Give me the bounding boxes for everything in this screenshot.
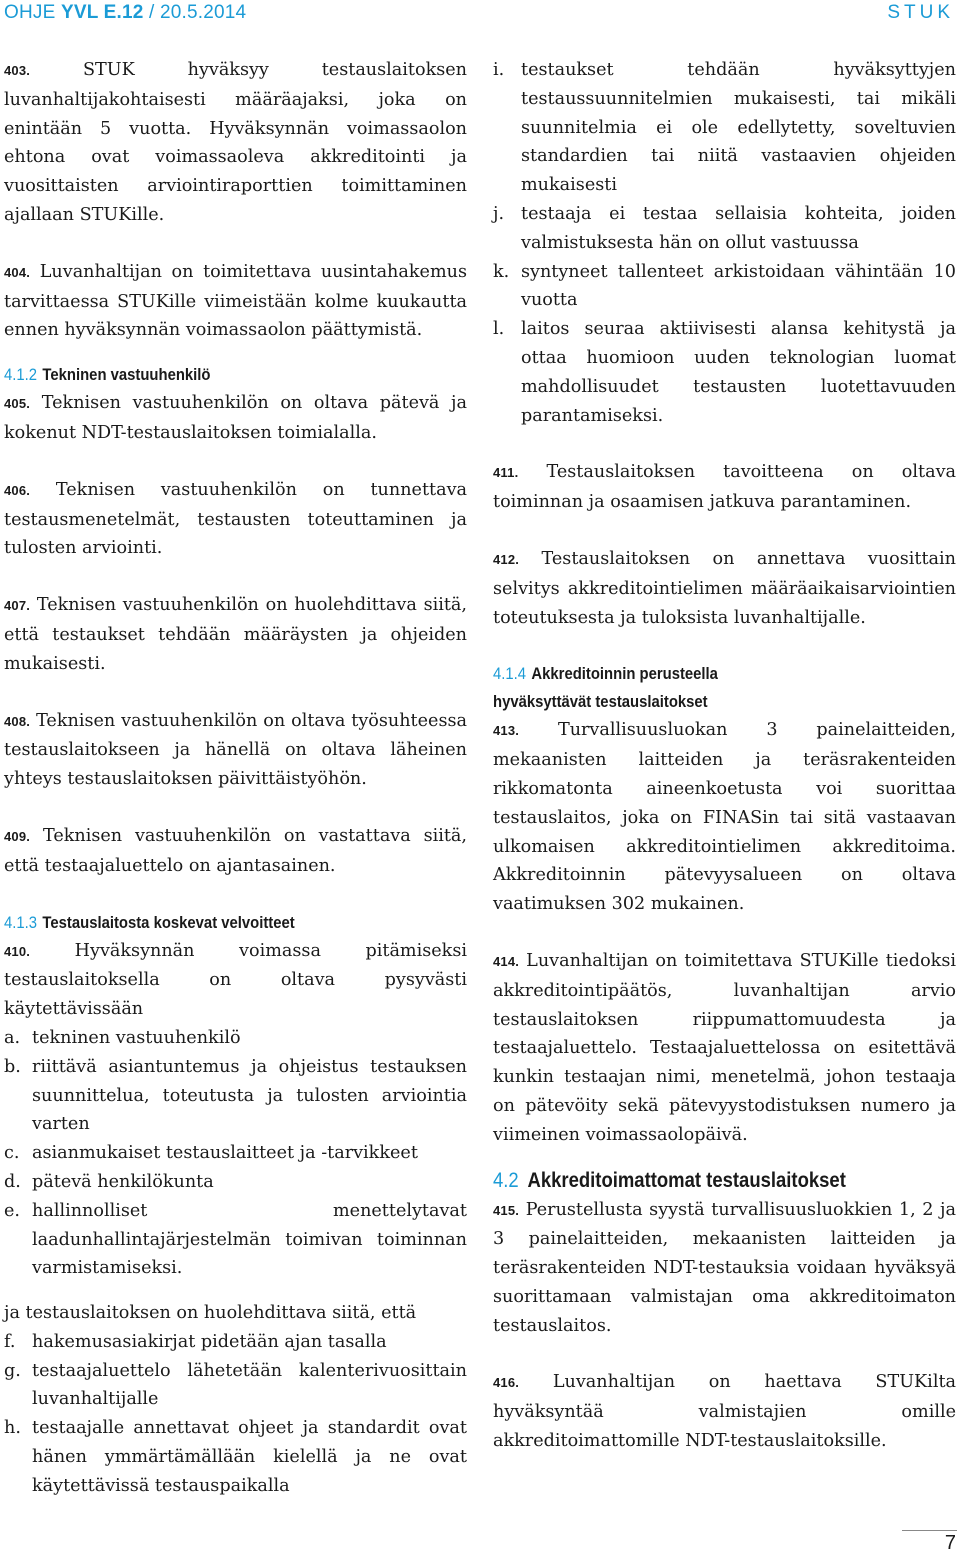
obligation-list-f-h [4, 1328, 467, 1501]
list-item: b. riittävä asiantuntemus ja ohjeistus testauksen suunnittelua, toteutusta ja tulosten arviointia varten [4, 1056, 467, 1135]
section-heading-4-1-3: 4.1.3 Testauslaitosta koskevat velvoitteet [4, 913, 295, 932]
paragraph-408: 408. Teknisen vastuuhenkilön on oltava työsuhteessa testauslaitokseen ja hänellä on oltava läheinen yhteys testauslaitoksen päivittäistyöhön. [4, 710, 467, 790]
paragraph-403: 403. STUK hyväksyy testauslaitoksen luvanhaltijakohtaisesti määräajaksi, joka on enintään 5 vuotta. Hyväksynnän voimassaolon ehtona ovat voimassaoleva akkreditointi ja vuosittaisten arviointiraporttien toimittaminen ajallaan STUKille. [4, 60, 468, 225]
list-item: f. hakemusasiakirjat pidetään ajan tasalla [4, 1331, 387, 1352]
list-item: a. tekninen vastuuhenkilö [4, 1027, 241, 1048]
page-header [0, 0, 960, 30]
publisher-name: STUK [887, 2, 954, 23]
obligation-list-a-e [4, 1024, 467, 1283]
page-number: 7 [944, 1532, 956, 1554]
paragraph-411: 411. Testauslaitoksen tavoitteena on oltava toiminnan ja osaamisen jatkuva parantaminen. [493, 462, 957, 513]
paragraph-407: 407. Teknisen vastuuhenkilön on huolehdittava siitä, että testaukset tehdään määräysten ja ohjeiden mukaisesti. [4, 595, 468, 674]
list-item: l. laitos seuraa aktiivisesti alansa kehitystä ja ottaa huomioon uuden teknologian luomat mahdollisuudet testausten luotettavuuden parantamiseksi. [493, 319, 956, 426]
paragraph-415: 415. Perustellusta syystä turvallisuusluokkien 1, 2 ja 3 painelaitteiden, mekaanisten laitteiden ja teräsrakenteiden NDT-testauksia voidaan hyväksyä suorittamaan valmistajan oma akkreditoimaton testauslaitos. [493, 1199, 957, 1336]
list-intro-text: ja testauslaitoksen on huolehdittava siitä, että [4, 1303, 417, 1324]
list-item: j. testaaja ei testaa sellaisia kohteita, joiden valmistuksesta hän on ollut vastuussa [493, 203, 956, 253]
paragraph-409: 409. Teknisen vastuuhenkilön on vastattava siitä, että testaajaluettelo on ajantasainen. [4, 825, 468, 876]
footer-divider [902, 1530, 957, 1531]
right-column [493, 56, 956, 1456]
paragraph-410: 410. Hyväksynnän voimassa pitämiseksi testauslaitoksella on oltava pysyvästi käytettävissään [4, 940, 468, 1020]
paragraph-405: 405. Teknisen vastuuhenkilön on oltava pätevä ja kokenut NDT-testauslaitoksen toimialalla. [4, 393, 468, 443]
section-heading-4-1-4-line2: hyväksyttävät testauslaitokset [493, 693, 708, 712]
list-item: k. syntyneet tallenteet arkistoidaan vähintään 10 vuotta [493, 261, 956, 311]
section-heading-4-2: 4.2 Akkreditoimattomat testauslaitokset [493, 1168, 846, 1192]
list-item: h. testaajalle annettavat ohjeet ja standardit ovat hänen ymmärtämällään kielellä ja ne ovat käytettävissä testauspaikalla [4, 1418, 467, 1496]
paragraph-416: 416. Luvanhaltijan on haettava STUKilta hyväksyntää valmistajien omille akkreditoimattomille NDT-testauslaitoksille. [493, 1372, 957, 1452]
list-item: g. testaajaluettelo lähetetään kalenterivuosittain luvanhaltijalle [4, 1360, 467, 1410]
list-item: d. pätevä henkilökunta [4, 1171, 214, 1192]
section-heading-4-1-2: 4.1.2 Tekninen vastuuhenkilö [4, 366, 211, 385]
list-item: c. asianmukaiset testauslaitteet ja -tarvikkeet [4, 1143, 418, 1164]
paragraph-406: 406. Teknisen vastuuhenkilön on tunnettava testausmenetelmät, testausten toteuttaminen ja tulosten arviointi. [4, 479, 468, 559]
list-item: i. testaukset tehdään hyväksyttyjen testaussuunnitelmien mukaisesti, tai mikäli suunnitelmia ei ole edellytetty, soveltuvien standardien tai niitä vastaavien ohjeiden mukaisesti [493, 60, 956, 196]
paragraph-413: 413. Turvallisuusluokan 3 painelaitteiden, mekaanisten laitteiden ja teräsrakenteiden rikkomatonta aineenkoetusta voi suorittaa testauslaitos, joka on FINASin tai sitä vastaavan ulkomaisen akkreditointielimen akkreditoima. Akkreditoinnin pätevyysalueen on oltava vaatimuksen 302 mukainen. [493, 720, 957, 915]
document-id: OHJE YVL E.12 / 20.5.2014 [4, 2, 247, 23]
left-column [4, 56, 467, 1501]
obligation-list-i-l [493, 56, 956, 430]
paragraph-404: 404. Luvanhaltijan on toimitettava uusintahakemus tarvittaessa STUKille viimeistään kolme kuukautta ennen hyväksynnän voimassaolon päättymistä. [4, 261, 467, 341]
section-heading-4-1-4: 4.1.4 Akkreditoinnin perusteella [493, 665, 718, 684]
paragraph-412: 412. Testauslaitoksen on annettava vuosittain selvitys akkreditointielimen määräaikaisarviointien toteutuksesta ja tuloksista luvanhaltijalle. [493, 548, 956, 628]
list-item: e. hallinnolliset menettelytavat laadunhallintajärjestelmän toimivan toiminnan varmistamiseksi. [4, 1200, 467, 1279]
paragraph-414: 414. Luvanhaltijan on toimitettava STUKille tiedoksi akkreditointipäätös, luvanhaltijan arvio testauslaitoksen riippumattomuudesta ja testaajaluettelo. Testaajaluettelossa on esitettävä kunkin testaajan nimi, menetelmä, johon testaaja on pätevöity sekä pätevyystodistuksen numero ja viimeinen voimassaolopäivä. [493, 950, 956, 1145]
